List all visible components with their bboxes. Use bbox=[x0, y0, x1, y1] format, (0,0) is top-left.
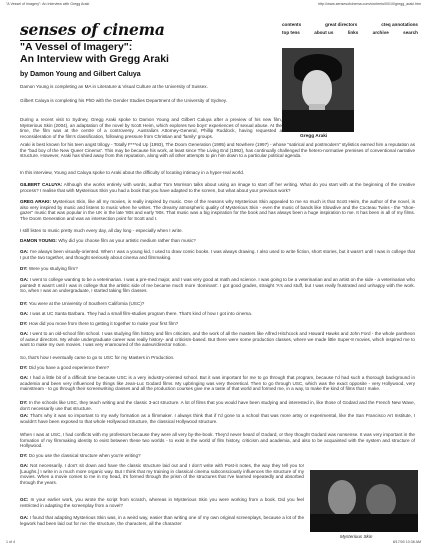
interview-q1 bbox=[20, 182, 415, 193]
question-text: You were at the University of Southern California (USC)? bbox=[28, 301, 145, 306]
intro-paragraph-1: During a recent visit to Sydney, Gregg Araki spoke to Damon Young and Gilbert Caluya after a preview of his new film, Mysterious Skin (2004), an adaptation of the novel by Scott Heim, which explores two boys' experiences of sexual abuse. At the time, the film was at the centre of a controversy. Australia's Attorney-General, Phillip Ruddock, having requested a reconsideration of the film's classification, following pressure from Christian and 'family' groups. bbox=[20, 117, 282, 139]
print-timestamp: 8/17/00 10:38 AM bbox=[392, 540, 421, 544]
interview-q2 bbox=[20, 238, 415, 244]
print-header-url: http://www.sensesofcinema.com/contents/00/10/gregg_araki.htm bbox=[318, 2, 421, 6]
intro-paragraph-3: In this interview, Young and Caluya spoke to Araki about the difficulty of locating intimacy in a hyper-real world. bbox=[20, 170, 245, 175]
answer-text: I've always been visually-oriented. When I was a young kid, I used to draw comic books. I was always drawing. I also used to write fiction, short stories, but it wasn't until I was in college that I put the two together, and thought seriously about cinema and filmmaking. bbox=[20, 249, 415, 260]
mysterious-skin-still bbox=[310, 470, 418, 532]
question-text: How did you move from there to getting it together to make your first film? bbox=[28, 321, 179, 326]
interview-q5 bbox=[20, 321, 415, 327]
nav-link-cteq-annotations[interactable]: cteq annotations bbox=[381, 22, 418, 27]
nav-link-links[interactable]: links bbox=[347, 30, 359, 35]
interview-q3 bbox=[20, 266, 415, 272]
answer-text: That's why it was so important to my early formation as a filmmaker. I always think that if I'd gone to a school that was more artsy or experimental, like the San Francisco Art Institute, I wouldn't have been exposed to that whole Hollywood structure, the classical Hollywood structure. bbox=[20, 413, 415, 424]
interview-q6 bbox=[20, 365, 415, 371]
page-number: 1 of 4 bbox=[6, 540, 15, 544]
nav-link-great-directors[interactable]: great directors bbox=[325, 22, 358, 27]
site-logo-text: senses of cinema bbox=[20, 20, 165, 39]
site-logo[interactable] bbox=[20, 20, 165, 41]
question-text: Were you studying film? bbox=[28, 266, 78, 271]
question-text: Why did you choose film as your artistic medium rather than music? bbox=[58, 238, 196, 243]
speaker-label: GA: bbox=[20, 413, 29, 418]
question-text: Do you use the classical structure when you're writing? bbox=[28, 453, 141, 458]
interview-q9 bbox=[20, 497, 304, 508]
answer-text: I had a little bit of a difficult time because USC is a very industry-oriented school. But it was important for me to go through that program, because I'd had such a thorough background in academia and been very influenced by things like Jean-Luc Godard films. My upbringing was very theoretical. Then to go through USC, which was the exact opposite - very Hollywood, very mainstream - to go through their screenwriting classes and all the production courses give me a taste of that world and formed me, in a way, to make the kind of films that I make. bbox=[20, 375, 415, 392]
interview-a1b: I still listen to music pretty much every day, all day long - especially when I write. bbox=[20, 228, 183, 233]
nav-link-search[interactable]: search bbox=[403, 30, 418, 35]
speaker-label: DAMON YOUNG: bbox=[20, 238, 57, 243]
interview-a7 bbox=[20, 413, 415, 424]
speaker-label: GREG ARAKI: bbox=[20, 199, 51, 204]
site-nav bbox=[282, 22, 418, 38]
interview-a9 bbox=[20, 515, 304, 526]
answer-text: Mysterious Skin, like all my movies, is really inspired by music. One of the reasons why Mysterious Skin appealed to me so much is that Scott Heim, the author of the novel, is also very inspired by music and listens to music when he writes. The dreamy atmospheric quality of Mysterious Skin - even the music of bands like Slowdive and the Cocteau Twins - the "shoe-gazer" music that was popular in the UK in the late '80s and early '90s. That music was a big inspiration for the book and has always been a huge inspiration to me. It has been in all of my films. The Doom Generation and was an intersection point for Scott and I. bbox=[20, 199, 415, 221]
speaker-label: GC: bbox=[20, 497, 29, 502]
nav-row-2 bbox=[282, 30, 418, 35]
answer-text: Not necessarily. I don't sit down and have the classic structure laid out and I don't write with Post-it notes, the way they tell you to! [Laughs.] I write in a much more organic way. But I think that my training in classical cinema subconsciously influences the structure of my movies. When a movie comes to me in my head, it's formed through the prism of the structures that I've learned repeatedly and absorbed through the years. bbox=[20, 463, 305, 485]
interview-a7b: When I was at USC, I had conflicts with my professors because they were all very by-the-book. They'd never heard of Godard, or they thought Godard was nonsense. It was very important in the formation of my filmmaking identity to exist between these two worlds - to exist in the world of film history, criticism and academia, and also to be acquainted with the system and structure of Hollywood. bbox=[20, 432, 415, 449]
article-title bbox=[20, 42, 270, 65]
answer-text: I went to college wanting to be a veterinarian. I was a pre-med major, and I was very good at math and science. I was going to be a veterinarian and an artist on the side - a veterinarian who painted! It wasn't until I was in college that the artistic side of me became much more 'dominant'. I got good grades, straight 'A's and stuff, but I was really frustrated and unhappy with the work. So, when I was an undergraduate, I started taking film classes. bbox=[20, 277, 415, 294]
author-bio-caluya: Gilbert Caluya is completing his PhD with the Gender Studies Department of the University of Sydney. bbox=[20, 98, 227, 103]
nav-link-contents[interactable]: contents bbox=[282, 22, 302, 27]
print-header-title: "A Vessel of Imagery": An Interview with Gregg Araki bbox=[6, 2, 90, 6]
nav-link-archive[interactable]: archive bbox=[372, 30, 389, 35]
speaker-label: DY: bbox=[20, 321, 28, 326]
question-text: In the schools like USC, they teach writing and the classic 3-act structure. A lot of films that you would have been studying and interested in, like those of Godard and the French New Wave, don't necessarily use that structure. bbox=[20, 400, 415, 411]
interview-q7 bbox=[20, 400, 415, 411]
interview-a5 bbox=[20, 331, 415, 348]
article-title-line-1: "A Vessel of Imagery": bbox=[20, 41, 133, 53]
author-bio-young: Damon Young is completing an MA in Literature & Visual Culture at the University of Sussex. bbox=[20, 84, 208, 89]
speaker-label: DY: bbox=[20, 400, 28, 405]
question-text: In your earlier work, you wrote the script from scratch, whereas in Mysterious Skin you were working from a book. Did you feel restricted in adapting the screenplay from a novel? bbox=[20, 497, 305, 508]
interview-a3 bbox=[20, 277, 415, 294]
speaker-label: GILBERT CALUYA: bbox=[20, 182, 63, 187]
answer-text: I went to an old-school film school. I was studying film history and film criticism, and the work of all the masters like Alfred Hitchcock and Howard Hawks and John Ford - the whole pantheon of auteur directors. My whole undergraduate career was really history- and criticism-based. But there were some production classes, where we made little Super-8 movies, which inspired me to want to make my own movies. I was very enamoured of the auteur/director notion. bbox=[20, 331, 415, 348]
speaker-label: GA: bbox=[20, 375, 29, 380]
speaker-label: DY: bbox=[20, 453, 28, 458]
speaker-label: GA: bbox=[20, 331, 29, 336]
speaker-label: GA: bbox=[20, 277, 29, 282]
answer-text: I found that adapting Mysterious Skin was, in a weird way, easier than writing one of my own original screenplays, because a lot of the legwork had been laid out for me: the structure, the characters, all the character bbox=[20, 515, 304, 526]
interview-a4 bbox=[20, 311, 415, 317]
article-byline: by Damon Young and Gilbert Caluya bbox=[20, 71, 141, 78]
question-text: Did you have a good experience there? bbox=[28, 365, 110, 370]
interview-a8 bbox=[20, 463, 304, 485]
interview-q4 bbox=[20, 301, 415, 307]
question-text: Although she works entirely with words, author Tom Morrison talks about using an image to start off her writing. What do you start with at the beginning of the creative process? I realise that with Mysterious Skin you had a book that you have adapted to the screen, but what about your previous work? bbox=[20, 182, 415, 193]
still-caption: Mysterious Skin bbox=[340, 534, 373, 539]
photo-caption: Gregg Araki bbox=[300, 134, 328, 139]
interview-a2 bbox=[20, 249, 415, 260]
speaker-label: GA: bbox=[20, 311, 29, 316]
speaker-label: GA: bbox=[20, 249, 29, 254]
interview-q8 bbox=[20, 453, 415, 459]
intro-paragraph-2: Araki is best known for his teen angst trilogy - Totally F***ed Up (1993), The Doom Generation (1995) and Nowhere (1997) - whose "satirical and postmodern" stylistics earned him a reputation as the "bad boy of the New Queer Cinema". This may be because his work, at least since The Living End (1992), has continually challenged the hetero-normative premises of conventional narrative structure. However, Araki has shied away from this reputation, along with all other attempts to pin him down to a particular political agenda. bbox=[20, 142, 415, 159]
speaker-label: DY: bbox=[20, 365, 28, 370]
speaker-label: GA: bbox=[20, 463, 29, 468]
speaker-label: DY: bbox=[20, 301, 28, 306]
nav-link-about-us[interactable]: about us bbox=[314, 30, 334, 35]
nav-link-top-tens[interactable]: top tens bbox=[282, 30, 300, 35]
interview-a6 bbox=[20, 375, 415, 392]
interview-a5b: So, that's how I eventually came to go to USC for my Masters in Production. bbox=[20, 355, 175, 360]
answer-text: I was at UC Santa Barbara. They had a small film-studies program there. That's kind of how I got into cinema. bbox=[29, 311, 253, 316]
gregg-araki-photo bbox=[282, 48, 354, 132]
nav-row-1 bbox=[282, 22, 418, 27]
interview-a1 bbox=[20, 199, 415, 221]
print-header bbox=[6, 2, 421, 10]
article-title-line-2: An Interview with Gregg Araki bbox=[20, 52, 169, 65]
speaker-label: GA: bbox=[20, 515, 29, 520]
speaker-label: DY: bbox=[20, 266, 28, 271]
print-footer bbox=[6, 540, 421, 548]
